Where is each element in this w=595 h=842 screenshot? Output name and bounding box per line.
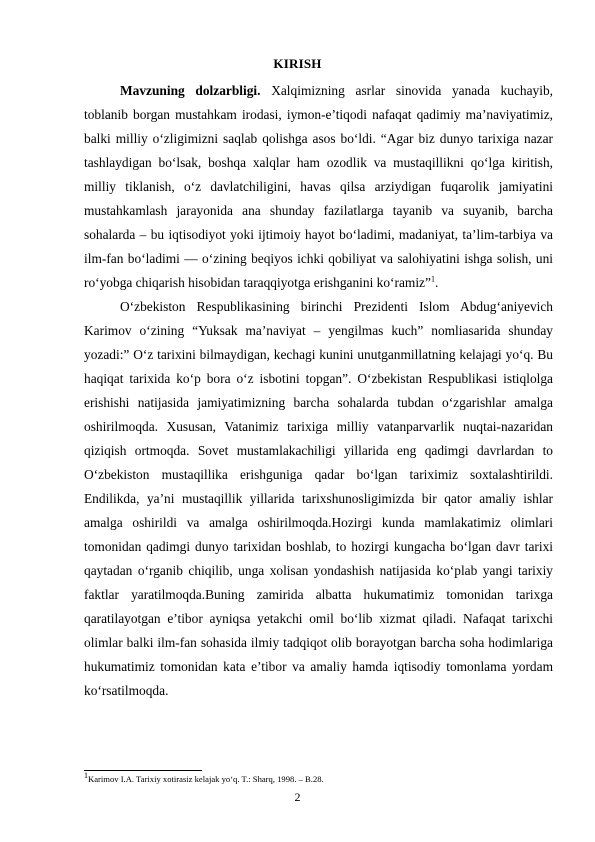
paragraph-relevance <box>84 79 553 295</box>
footnote-text: Karimov I.A. Tarixiy xotirasiz kelajak yo‘q. T.: Sharq, 1998. – B.28. <box>88 774 324 784</box>
document-body <box>84 79 553 703</box>
paragraph-end: . <box>434 275 439 290</box>
page-number: 2 <box>294 790 301 804</box>
page-title: KIRISH <box>273 56 322 71</box>
footnote-reference[interactable]: 1 <box>430 274 435 284</box>
footnote <box>84 771 324 785</box>
footnote-divider <box>84 770 202 771</box>
paragraph-text: Xalqimizning asrlar sinovida yanada kuchayib, toblanib borgan mustahkam irodasi, iymon-e’tiqodi nafaqat qadimiy ma’naviyatimiz, balki milliy o‘zligimizni saqlab qolishga asos bo‘ldi. “Agar biz dunyo tarixiga nazar tashlaydigan bo‘lsak, boshqa xalqlar ham ozodlik va mustaqillikni qo‘lga kiritish, milliy tiklanish, o‘z davlatchiligini, havas qilsa arziydigan fuqarolik jamiyatini mustahkamlash jarayonida ana shunday fazilatlarga tayanib va suyanib, barcha sohalarda – bu iqtisodiyot yoki ijtimoiy hayot bo‘ladimi, madaniyat, ta’lim-tarbiya va ilm-fan bo‘ladimi — o‘zining beqiyos ichki qobiliyat va salohiyatini ishga solish, uni ro‘yobga chiqarish hisobidan taraqqiyotga erishganini ko‘ramiz” <box>84 83 553 290</box>
footnote-mark: 1 <box>84 771 88 781</box>
paragraph-karimov: O‘zbekiston Respublikasining birinchi Prezidenti Islom Abdug‘aniyevich Karimov o‘zining “Yuksak ma’naviyat – yengilmas kuch” nomliasarida shunday yozadi:” O‘z tarixini bilmaydigan, kechagi kunini unutganmillatning kelajagi yo‘q. Bu haqiqat tarixida ko‘p bora o‘z isbotini topgan”. O‘zbekistan Respublikasi istiqlolga erishishi natijasida jamiyatimizning barcha sohalarda tubdan o‘zgarishlar amalga oshirilmoqda. Xususan, Vatanimiz tarixiga milliy vatanparvarlik nuqtai-nazaridan qiziqish ortmoqda. Sovet mustamlakachiligi yillarida eng qadimgi davrlardan to O‘zbekiston mustaqillika erishguniga qadar bo‘lgan tariximiz soxtalashtirildi. Endilikda, ya’ni mustaqillik yillarida tarixshunosligimizda bir qator amaliy ishlar amalga oshirildi va amalga oshirilmoqda.Hozirgi kunda mamlakatimiz olimlari tomonidan qadimgi dunyo tarixidan boshlab, to hozirgi kungacha bo‘lgan davr tarixi qaytadan o‘rganib chiqilib, unga xolisan yondashish natijasida ko‘plab yangi tarixiy faktlar yaratilmoqda.Buning zamirida albatta hukumatimiz tomonidan tarixga qaratilayotgan e’tibor ayniqsa yetakchi omil bo‘lib xizmat qiladi. Nafaqat tarixchi olimlar balki ilm-fan sohasida ilmiy tadqiqot olib borayotgan barcha soha hodimlariga hukumatimiz tomonidan kata e’tibor va amaliy hamda iqtisodiy tomonlama yordam ko‘rsatilmoqda. <box>84 299 553 698</box>
paragraph-lead: Mavzuning dolzarbligi. <box>120 83 261 98</box>
